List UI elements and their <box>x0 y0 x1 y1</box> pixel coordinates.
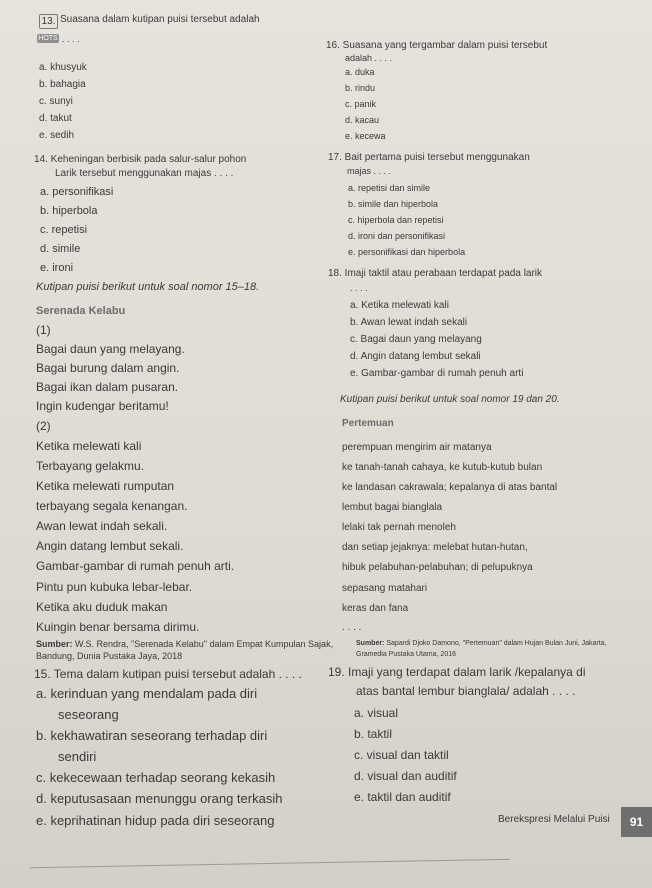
poem-line: Ketika melewati rumputan <box>36 479 175 493</box>
source-serenada <box>36 639 333 649</box>
question-13-number: 13. <box>39 14 58 29</box>
question-15-option-a: a. kerinduan yang mendalam pada diri <box>36 686 258 701</box>
question-14-option-c: c. repetisi <box>40 224 88 236</box>
question-16-stem-cont: adalah . . . . <box>345 53 393 63</box>
question-15-option-b: b. kekhawatiran seseorang terhadap diri <box>36 728 268 743</box>
question-13-ellipsis: . . . . <box>62 34 80 44</box>
question-16-stem: 16. Suasana yang tergambar dalam puisi tersebut <box>326 40 548 51</box>
poem-line: Ketika melewati kali <box>36 439 142 453</box>
footer-book-title: Berekspresi Melalui Puisi <box>498 814 610 825</box>
poem-line: Kuingin benar bersama dirimu. <box>36 620 200 634</box>
question-16-option-a: a. duka <box>345 67 375 77</box>
question-14-option-d: d. simile <box>40 243 81 255</box>
question-19-option-a: a. visual <box>354 706 399 720</box>
question-18-ellipsis: . . . . <box>350 283 368 293</box>
question-18-option-c: c. Bagai daun yang melayang <box>350 334 482 345</box>
poem-line: terbayang segala kenangan. <box>36 499 188 513</box>
question-19-option-d: d. visual dan auditif <box>354 769 457 783</box>
poem-line: ke tanah-tanah cahaya, ke kutub-kutub bulan <box>342 462 543 473</box>
poem-line: Bagai ikan dalam pusaran. <box>36 380 179 394</box>
question-13-stem: Suasana dalam kutipan puisi tersebut adalah <box>60 14 260 25</box>
question-13-option-e: e. sedih <box>39 130 75 141</box>
question-13-option-c: c. sunyi <box>39 96 73 107</box>
question-16-option-d: d. kacau <box>345 115 380 125</box>
question-15-option-b-cont: sendiri <box>58 749 97 764</box>
question-13-option-d: d. takut <box>39 113 72 124</box>
hots-badge: HOTS <box>38 35 58 42</box>
question-15-option-e: e. keprihatinan hidup pada diri seseorang <box>36 813 275 828</box>
source-serenada-line2: Bandung, Dunia Pustaka Jaya, 2018 <box>36 651 183 661</box>
question-17-option-d: d. ironi dan personifikasi <box>348 231 446 241</box>
footer-divider <box>30 859 510 868</box>
poem-line: hibuk pelabuhan-pelabuhan; di pelupuknya <box>342 562 533 573</box>
question-13-option-b: b. bahagia <box>39 79 86 90</box>
question-13-option-a: a. khusyuk <box>39 62 87 73</box>
question-17-option-e: e. personifikasi dan hiperbola <box>348 247 466 257</box>
poem-line: dan setiap jejaknya: melebat hutan-hutan, <box>342 542 528 553</box>
question-17-stem-line1: 17. Bait pertama puisi tersebut menggunakan <box>328 152 530 163</box>
question-17-option-a: a. repetisi dan simile <box>348 183 431 193</box>
poem-line: perempuan mengirim air matanya <box>342 442 492 453</box>
question-15-option-c: c. kekecewaan terhadap seorang kekasih <box>36 770 276 785</box>
poem-line: ke landasan cakrawala; kepalanya di atas bantal <box>342 482 558 493</box>
question-19-stem-line2: atas bantal lembur bianglala/ adalah . . . . <box>356 684 576 698</box>
question-19-option-c: c. visual dan taktil <box>354 748 449 762</box>
source-pertemuan <box>356 640 607 648</box>
poem-line: sepasang matahari <box>342 583 428 594</box>
question-14-option-a: a. personifikasi <box>40 186 114 198</box>
question-15-option-a-cont: seseorang <box>58 707 119 722</box>
question-16-option-b: b. rindu <box>345 83 376 93</box>
poem-title-serenada-kelabu: Serenada Kelabu <box>36 305 126 317</box>
question-15-stem: 15. Tema dalam kutipan puisi tersebut adalah . . . . <box>34 667 302 681</box>
poem-line: Angin datang lembut sekali. <box>36 539 184 553</box>
poem-line: Ketika aku duduk makan <box>36 600 168 614</box>
poem-line: lelaki tak pernah menoleh <box>342 522 456 533</box>
question-18-option-e: e. Gambar-gambar di rumah penuh arti <box>350 368 524 379</box>
stanza-1-label: (1) <box>36 323 51 337</box>
question-18-option-b: b. Awan lewat indah sekali <box>350 317 468 328</box>
question-14-option-b: b. hiperbola <box>40 205 98 217</box>
question-18-option-a: a. Ketika melewati kali <box>350 300 449 311</box>
question-16-option-e: e. kecewa <box>345 131 386 141</box>
question-15-option-d: d. keputusasaan menunggu orang terkasih <box>36 791 283 806</box>
poem-line: lembut bagai bianglala <box>342 502 443 513</box>
source-serenada-line1: W.S. Rendra, "Serenada Kelabu" dalam Empat Kumpulan Sajak, <box>75 639 334 649</box>
question-19-option-e: e. taktil dan auditif <box>354 790 451 804</box>
poem-title-pertemuan: Pertemuan <box>342 418 394 429</box>
poem-line: Bagai daun yang melayang. <box>36 342 185 356</box>
poem-line: Terbayang gelakmu. <box>36 459 145 473</box>
question-17-stem-line2: majas . . . . <box>347 166 392 176</box>
poem-line: Bagai burung dalam angin. <box>36 361 180 375</box>
source-pertemuan-line2: Gramedia Pustaka Utama, 2016 <box>356 651 456 658</box>
poem-line: Gambar-gambar di rumah penuh arti. <box>36 559 235 573</box>
question-14-stem-line1: 14. Keheningan berbisik pada salur-salur pohon <box>34 154 247 165</box>
question-16-option-c: c. panik <box>345 99 377 109</box>
poem-line: Ingin kudengar beritamu! <box>36 399 169 413</box>
question-18-option-d: d. Angin datang lembut sekali <box>350 351 481 362</box>
poem-line: Pintu pun kubuka lebar-lebar. <box>36 580 193 594</box>
question-17-option-c: c. hiperbola dan repetisi <box>348 215 444 225</box>
poem-intro-15-18: Kutipan puisi berikut untuk soal nomor 15–18. <box>36 281 260 293</box>
poem-ellipsis: . . . . <box>342 622 362 633</box>
poem-line: Awan lewat indah sekali. <box>36 519 168 533</box>
page-number: 91 <box>621 807 652 837</box>
source-label: Sumber: <box>356 640 385 647</box>
question-14-option-e: e. ironi <box>40 262 74 274</box>
poem-intro-19-20: Kutipan puisi berikut untuk soal nomor 19 dan 20. <box>340 394 560 405</box>
question-14-stem-line2: Larik tersebut menggunakan majas . . . . <box>55 168 234 179</box>
source-label: Sumber: <box>36 639 73 649</box>
stanza-2-label: (2) <box>36 419 51 433</box>
poem-line: keras dan fana <box>342 603 409 614</box>
question-17-option-b: b. simile dan hiperbola <box>348 199 439 209</box>
question-18-stem: 18. Imaji taktil atau perabaan terdapat pada larik <box>328 268 543 279</box>
question-19-option-b: b. taktil <box>354 727 393 741</box>
question-19-stem-line1: 19. Imaji yang terdapat dalam larik /kepalanya di <box>328 665 586 679</box>
source-pertemuan-line1: Sapardi Djoko Damono, "Pertemuan" dalam Hujan Bulan Juni, Jakarta, <box>386 640 607 647</box>
